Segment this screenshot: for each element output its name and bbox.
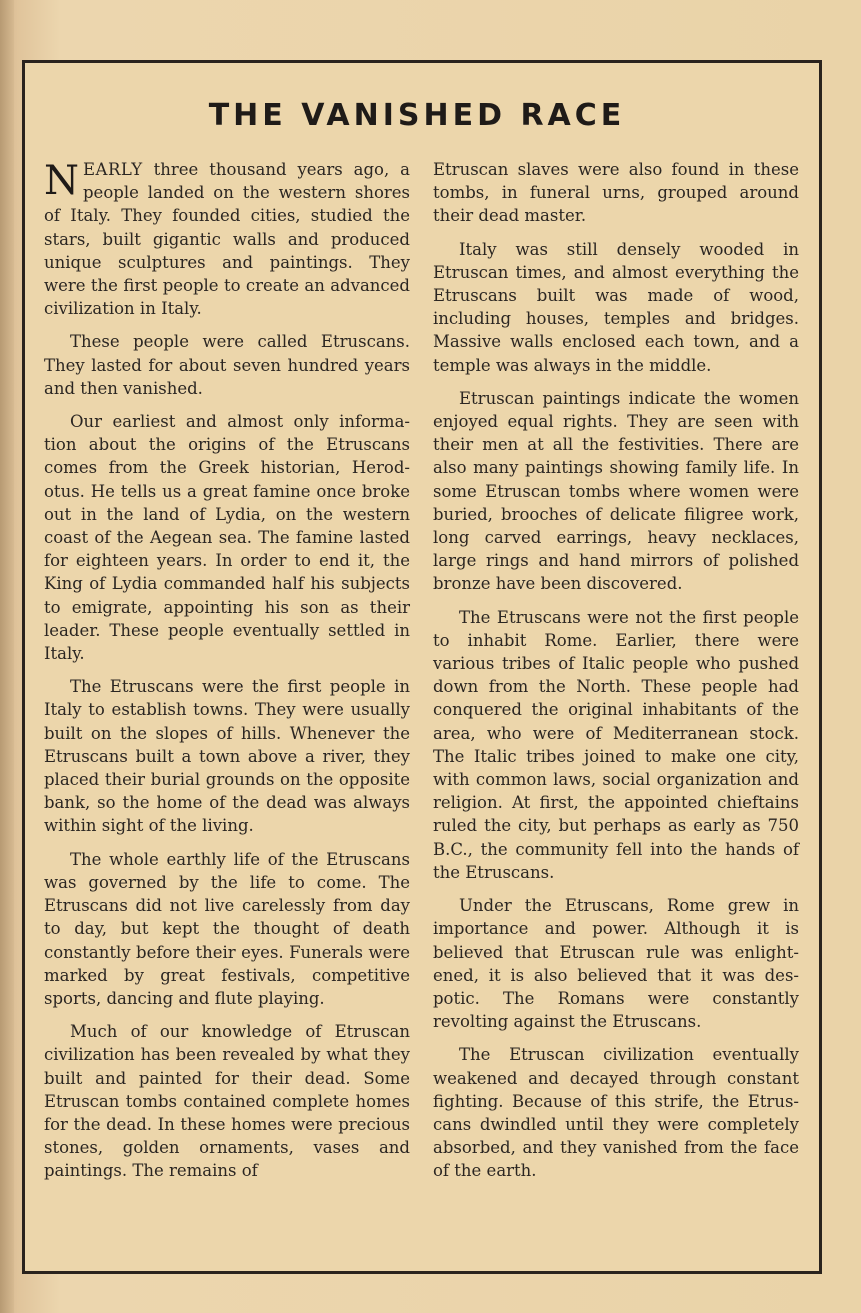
- paragraph: The Etruscan civilization eventually weakened and decayed through constant fighting. Because of this strife, the Etruscans dwindled until they were completely absorbed, and they vanished from the face of the earth.: [433, 1045, 799, 1181]
- drop-cap: N: [44, 158, 79, 204]
- right-column: [433, 158, 799, 1193]
- paragraph: Much of our knowledge of Etruscan civilization has been revealed by what they built and painted for their dead. Some Etruscan tombs contained complete homes for the dead. In these homes were precious stones, golden ornaments, vases and paintings. The remains of: [44, 1022, 410, 1181]
- paragraph: Under the Etruscans, Rome grew in importance and power. Although it is believed that Etruscan rule was enlightened, it is also believed that it was despotic. The Romans were constantly revolting against the Etruscans.: [433, 896, 799, 1032]
- paragraph: The Etruscans were not the first people to inhabit Rome. Earlier, there were various tribes of Italic people who pushed down from the North. These people had conquered the original inhabitants of the area, who were of Mediterranean stock. The Italic tribes joined to make one city, with common laws, social organization and religion. At first, the appointed chieftains ruled the city, but perhaps as early as 750 B.C., the community fell into the hands of the Etruscans.: [433, 607, 799, 882]
- paragraph-text: three thousand years ago, a people landed on the western shores of Italy. They founded cities, studied the stars, built gigantic walls and produced unique sculptures and paintings. They were the first people to create an advanced civilization in Italy.: [44, 160, 410, 319]
- paragraph: [44, 158, 410, 320]
- paragraph: Our earliest and almost only information about the origins of the Etruscans comes from the Greek historian, Herodotus. He tells us a great famine once broke out in the land of Lydia, on the western coast of the Aegean sea. The famine lasted for eighteen years. In order to end it, the King of Lydia commanded half his subjects to emigrate, appointing his son as their leader. These people eventually settled in Italy.: [44, 412, 410, 664]
- paragraph: These people were called Etruscans. They lasted for about seven hundred years and then vanished.: [44, 332, 410, 398]
- first-word-rest: EARLY: [83, 160, 143, 179]
- paragraph: The whole earthly life of the Etruscans was governed by the life to come. The Etruscans did not live carelessly from day to day, but kept the thought of death constantly before their eyes. Funerals were marked by great festivals, competitive sports, dancing and flute playing.: [44, 849, 410, 1008]
- left-column: [44, 158, 410, 1193]
- article-title: THE VANISHED RACE: [208, 98, 626, 133]
- paragraph: Etruscan paintings indicate the women enjoyed equal rights. They are seen with their men at all the festivities. There are also many paintings showing family life. In some Etruscan tombs where women were buried, brooches of delicate filigree work, long carved earrings, heavy necklaces, large rings and hand mirrors of polished bronze have been discovered.: [433, 388, 799, 594]
- paragraph: Italy was still densely wooded in Etruscan times, and almost everything the Etruscans built was made of wood, including houses, temples and bridges. Massive walls enclosed each town, and a temple was always in the middle.: [433, 239, 799, 375]
- paragraph: Etruscan slaves were also found in these tombs, in funeral urns, grouped around their dead master.: [433, 160, 799, 226]
- page-spine-shadow: [0, 0, 14, 1313]
- paragraph: The Etruscans were the first people in Italy to establish towns. They were usually built on the slopes of hills. Whenever the Etruscans built a town above a river, they placed their burial grounds on the opposite bank, so the home of the dead was always within sight of the living.: [44, 677, 410, 836]
